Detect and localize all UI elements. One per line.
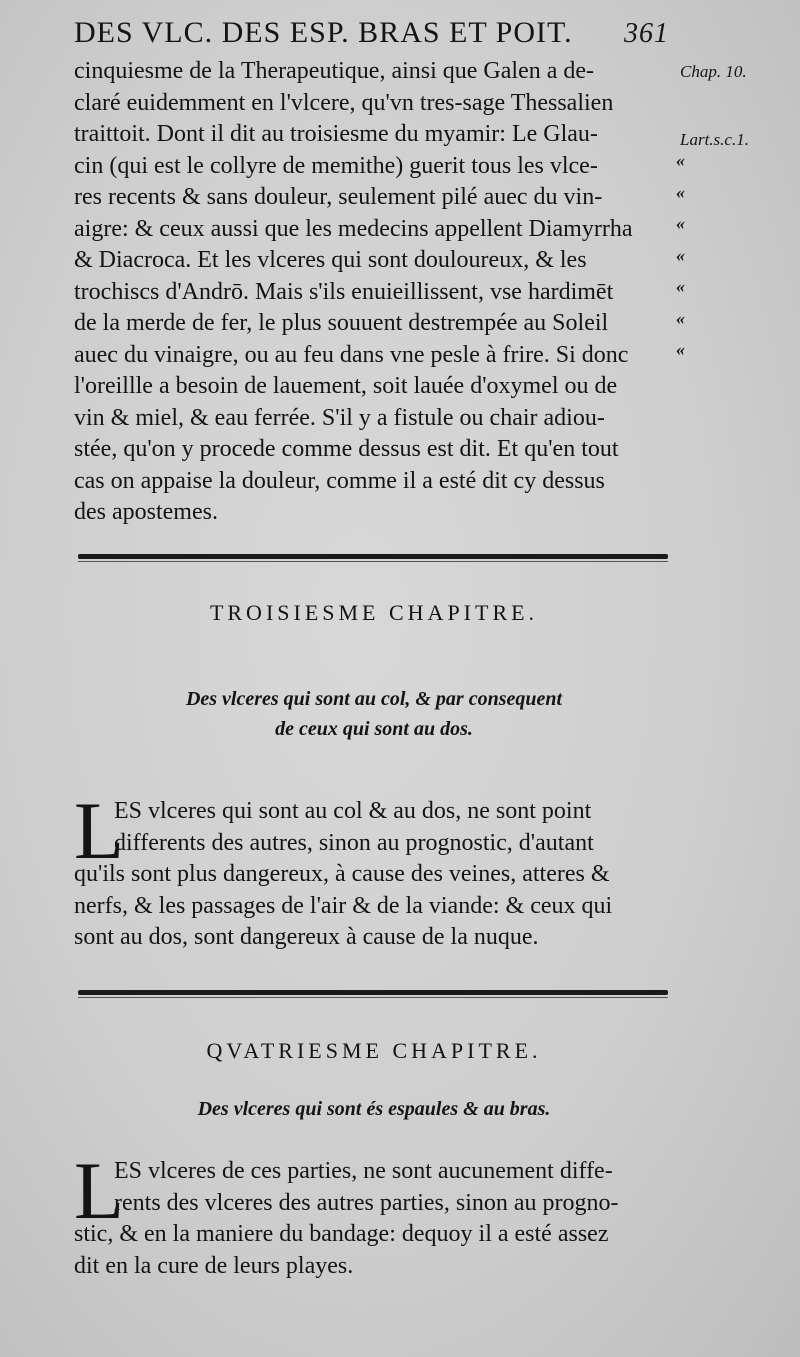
section-divider-rule (78, 554, 668, 559)
subtitle-line: Des vlceres qui sont és espaules & au bras. (197, 1098, 551, 1120)
chapter-4-paragraph (74, 1145, 674, 1282)
text-line: vin & miel, & eau ferrée. S'il y a fistule ou chair adiou- (74, 404, 605, 431)
text-line: l'oreillle a besoin de lauement, soit lauée d'oxymel ou de (74, 373, 618, 399)
text-line: rents des vlceres des autres parties, sinon au progno- (114, 1189, 619, 1216)
text-line: aigre: & ceux aussi que les medecins appellent Diamyrrha (74, 215, 633, 242)
quote-mark: « (676, 181, 685, 202)
text-line: stée, qu'on y procede comme dessus est dit. Et qu'en tout (74, 436, 619, 462)
text-line: differents des autres, sinon au prognostic, d'autant (114, 829, 594, 856)
text-line: qu'ils sont plus dangereux, à cause des veines, atteres & (74, 861, 610, 887)
quote-mark: « (676, 339, 685, 359)
margin-note-reference: Lart.s.c.1. (680, 130, 749, 149)
text-line: trochiscs d'Andrō. Mais s'ils enuieillissent, vse hardimēt (74, 278, 614, 305)
text-line: des apostemes. (74, 499, 218, 525)
quote-mark: « (676, 244, 685, 265)
text-line: nerfs, & les passages de l'air & de la viande: & ceux qui (74, 892, 613, 919)
chapter-3-subtitle (74, 684, 674, 744)
text-line: traittoit. Dont il dit au troisiesme du myamir: Le Glau- (74, 121, 598, 147)
text-line: cinquiesme de la Therapeutique, ainsi que Galen a de- (74, 58, 595, 84)
text-line: res recents & sans douleur, seulement pilé auec du vin- (74, 184, 603, 210)
margin-note-chapter: Chap. 10. (680, 62, 747, 81)
subtitle-line: de ceux qui sont au dos. (275, 718, 473, 740)
quote-mark: « (676, 150, 685, 170)
text-line: dit en la cure de leurs playes. (74, 1252, 354, 1279)
subtitle-line: Des vlceres qui sont au col, & par consequent (185, 688, 563, 710)
drop-cap-letter: L (74, 785, 125, 876)
quotation-marks-column (676, 150, 706, 371)
chapter-4-subtitle (74, 1094, 674, 1124)
text-line: ES vlceres qui sont au col & au dos, ne sont point (114, 798, 592, 824)
chapter-4-title: QVATRIESME CHAPITRE. (206, 1038, 542, 1063)
chapter-3-paragraph (74, 785, 674, 954)
quote-mark: « (676, 307, 685, 328)
text-line: claré euidemment en l'vlcere, qu'vn tres-sage Thessalien (74, 89, 614, 116)
quote-mark: « (676, 276, 685, 296)
text-line: cin (qui est le collyre de memithe) guerit tous les vlce- (74, 152, 598, 179)
chapter-3-title: TROISIESME CHAPITRE. (209, 600, 539, 625)
drop-cap-letter: L (74, 1145, 125, 1236)
quote-mark: « (676, 213, 685, 233)
text-line: stic, & en la maniere du bandage: dequoy il a esté assez (74, 1221, 609, 1247)
text-line: sont au dos, sont dangereux à cause de la nuque. (74, 924, 539, 950)
text-line: cas on appaise la douleur, comme il a esté dit cy dessus (74, 467, 605, 494)
running-head-title: DES VLC. DES ESP. BRAS ET POIT. (74, 16, 573, 49)
text-line: & Diacroca. Et les vlceres qui sont douloureux, & les (74, 247, 587, 273)
text-line: ES vlceres de ces parties, ne sont aucunement diffe- (114, 1158, 613, 1184)
text-line: auec du vinaigre, ou au feu dans vne pesle à frire. Si donc (74, 341, 629, 368)
text-line: de la merde de fer, le plus souuent destrempée au Soleil (74, 310, 609, 336)
section-divider-rule (78, 990, 668, 995)
running-head (74, 16, 674, 50)
page-number: 361 (624, 18, 669, 49)
continued-text (74, 56, 674, 529)
